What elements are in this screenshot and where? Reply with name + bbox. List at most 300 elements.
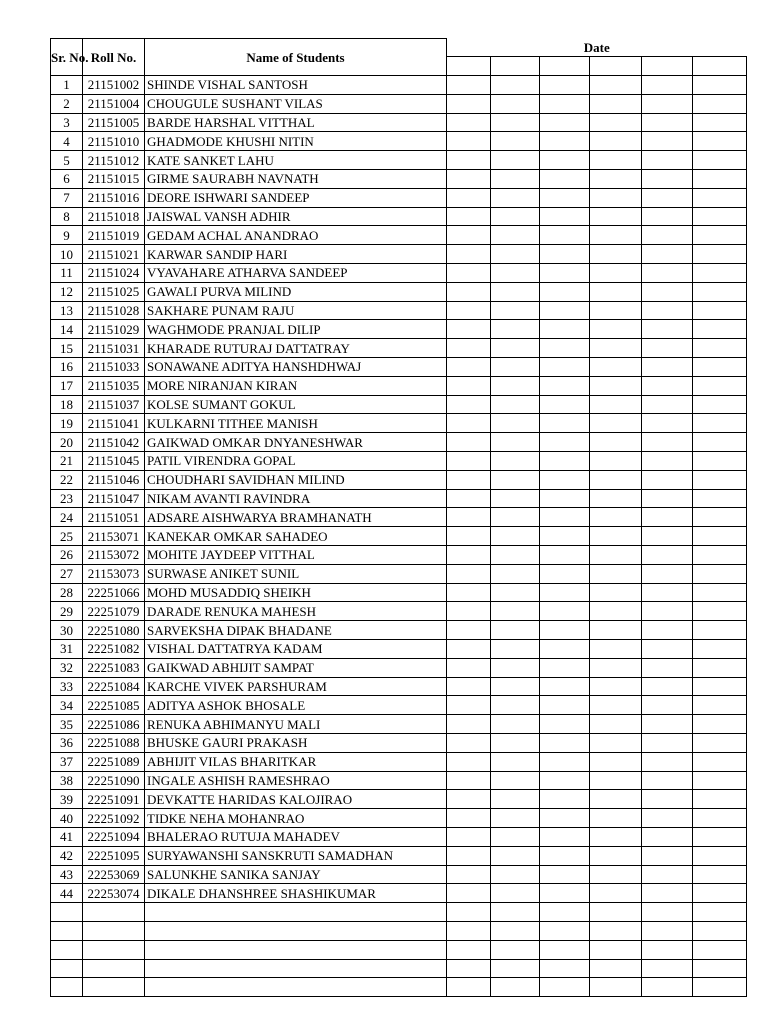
attendance-cell — [491, 846, 540, 865]
blank-cell — [83, 959, 145, 978]
attendance-cell — [642, 884, 693, 903]
table-row — [51, 301, 747, 320]
attendance-cell — [447, 846, 491, 865]
attendance-cell — [590, 264, 642, 283]
student-name-cell: SURYAWANSHI SANSKRUTI SAMADHAN — [145, 846, 447, 865]
attendance-cell — [590, 395, 642, 414]
student-name-cell: NIKAM AVANTI RAVINDRA — [145, 489, 447, 508]
blank-cell — [51, 940, 83, 959]
attendance-cell — [540, 339, 590, 358]
attendance-cell — [491, 602, 540, 621]
attendance-cell — [491, 452, 540, 471]
attendance-cell — [540, 790, 590, 809]
sr-no-cell: 38 — [51, 771, 83, 790]
attendance-cell — [540, 564, 590, 583]
roll-no-cell: 21153071 — [83, 527, 145, 546]
table-row — [51, 752, 747, 771]
student-name-cell: SALUNKHE SANIKA SANJAY — [145, 865, 447, 884]
blank-cell — [491, 921, 540, 940]
table-row — [51, 583, 747, 602]
attendance-cell — [447, 733, 491, 752]
attendance-cell — [491, 621, 540, 640]
table-row — [51, 564, 747, 583]
table-row — [51, 527, 747, 546]
table-row — [51, 170, 747, 189]
table-row — [51, 733, 747, 752]
sr-no-cell: 24 — [51, 508, 83, 527]
roll-no-cell: 22251088 — [83, 733, 145, 752]
blank-cell — [590, 940, 642, 959]
attendance-cell — [590, 433, 642, 452]
attendance-cell — [491, 433, 540, 452]
attendance-cell — [590, 489, 642, 508]
attendance-cell — [491, 658, 540, 677]
blank-cell — [83, 921, 145, 940]
student-name-cell: GAWALI PURVA MILIND — [145, 282, 447, 301]
attendance-cell — [693, 264, 747, 283]
attendance-cell — [447, 827, 491, 846]
attendance-cell — [491, 640, 540, 659]
attendance-cell — [693, 564, 747, 583]
blank-row — [51, 903, 747, 922]
table-row — [51, 846, 747, 865]
roll-no-cell: 21151010 — [83, 132, 145, 151]
student-name-cell: CHOUGULE SUSHANT VILAS — [145, 94, 447, 113]
sr-no-cell: 33 — [51, 677, 83, 696]
table-row — [51, 508, 747, 527]
attendance-table — [50, 38, 747, 997]
attendance-cell — [447, 226, 491, 245]
attendance-cell — [693, 132, 747, 151]
attendance-cell — [590, 790, 642, 809]
attendance-cell — [447, 151, 491, 170]
attendance-cell — [693, 489, 747, 508]
attendance-cell — [491, 245, 540, 264]
sr-no-cell: 29 — [51, 602, 83, 621]
student-name-cell: MOHD MUSADDIQ SHEIKH — [145, 583, 447, 602]
roll-no-cell: 21151012 — [83, 151, 145, 170]
attendance-cell — [447, 282, 491, 301]
attendance-cell — [540, 827, 590, 846]
attendance-cell — [491, 376, 540, 395]
roll-no-cell: 21151015 — [83, 170, 145, 189]
sr-no-cell: 13 — [51, 301, 83, 320]
attendance-cell — [540, 245, 590, 264]
attendance-cell — [491, 76, 540, 95]
sr-no-cell: 43 — [51, 865, 83, 884]
blank-cell — [540, 903, 590, 922]
attendance-cell — [491, 264, 540, 283]
attendance-cell — [491, 395, 540, 414]
attendance-cell — [642, 358, 693, 377]
attendance-cell — [590, 376, 642, 395]
attendance-cell — [590, 339, 642, 358]
date-column-cell — [540, 57, 590, 76]
attendance-cell — [540, 151, 590, 170]
attendance-cell — [642, 188, 693, 207]
sr-no-cell: 39 — [51, 790, 83, 809]
attendance-cell — [642, 76, 693, 95]
attendance-cell — [540, 752, 590, 771]
blank-cell — [590, 921, 642, 940]
attendance-cell — [447, 527, 491, 546]
header-row — [51, 39, 747, 57]
attendance-cell — [590, 207, 642, 226]
attendance-cell — [491, 733, 540, 752]
attendance-cell — [447, 470, 491, 489]
attendance-cell — [642, 640, 693, 659]
roll-no-cell: 21151016 — [83, 188, 145, 207]
sr-no-cell: 21 — [51, 452, 83, 471]
attendance-cell — [590, 132, 642, 151]
attendance-cell — [540, 809, 590, 828]
attendance-cell — [540, 546, 590, 565]
attendance-cell — [590, 583, 642, 602]
student-name-cell: GAIKWAD ABHIJIT SAMPAT — [145, 658, 447, 677]
roll-no-cell: 22251094 — [83, 827, 145, 846]
attendance-cell — [642, 546, 693, 565]
student-name-cell: DARADE RENUKA MAHESH — [145, 602, 447, 621]
attendance-cell — [491, 809, 540, 828]
attendance-cell — [447, 602, 491, 621]
blank-cell — [642, 978, 693, 997]
attendance-cell — [642, 245, 693, 264]
attendance-cell — [447, 301, 491, 320]
sr-no-cell: 14 — [51, 320, 83, 339]
attendance-cell — [540, 677, 590, 696]
attendance-cell — [590, 696, 642, 715]
attendance-cell — [693, 94, 747, 113]
attendance-cell — [642, 433, 693, 452]
table-row — [51, 621, 747, 640]
attendance-cell — [491, 339, 540, 358]
attendance-cell — [642, 320, 693, 339]
blank-cell — [51, 903, 83, 922]
roll-no-cell: 22251089 — [83, 752, 145, 771]
attendance-cell — [447, 658, 491, 677]
attendance-cell — [642, 113, 693, 132]
attendance-cell — [540, 358, 590, 377]
blank-cell — [491, 978, 540, 997]
blank-cell — [145, 921, 447, 940]
blank-row — [51, 921, 747, 940]
table-row — [51, 658, 747, 677]
blank-cell — [642, 940, 693, 959]
attendance-cell — [693, 696, 747, 715]
blank-cell — [590, 903, 642, 922]
blank-cell — [447, 903, 491, 922]
sr-no-cell: 12 — [51, 282, 83, 301]
attendance-cell — [642, 376, 693, 395]
table-row — [51, 376, 747, 395]
attendance-cell — [693, 470, 747, 489]
table-row — [51, 94, 747, 113]
attendance-cell — [590, 170, 642, 189]
attendance-cell — [642, 527, 693, 546]
blank-row — [51, 959, 747, 978]
student-name-cell: ADSARE AISHWARYA BRAMHANATH — [145, 508, 447, 527]
attendance-cell — [491, 527, 540, 546]
roll-no-cell: 22253074 — [83, 884, 145, 903]
attendance-cell — [491, 358, 540, 377]
sr-no-cell: 35 — [51, 715, 83, 734]
sr-no-cell: 4 — [51, 132, 83, 151]
attendance-cell — [590, 602, 642, 621]
attendance-cell — [447, 508, 491, 527]
attendance-cell — [642, 715, 693, 734]
roll-no-cell: 21151025 — [83, 282, 145, 301]
attendance-cell — [642, 827, 693, 846]
attendance-cell — [590, 414, 642, 433]
table-row — [51, 339, 747, 358]
student-name-cell: DEVKATTE HARIDAS KALOJIRAO — [145, 790, 447, 809]
blank-cell — [642, 903, 693, 922]
attendance-cell — [590, 301, 642, 320]
attendance-cell — [693, 733, 747, 752]
table-row — [51, 715, 747, 734]
roll-no-cell: 21151019 — [83, 226, 145, 245]
sr-no-cell: 1 — [51, 76, 83, 95]
sr-no-cell: 2 — [51, 94, 83, 113]
sr-no-cell: 6 — [51, 170, 83, 189]
attendance-cell — [491, 546, 540, 565]
attendance-cell — [693, 301, 747, 320]
attendance-cell — [693, 452, 747, 471]
roll-no-cell: 21151042 — [83, 433, 145, 452]
attendance-cell — [642, 94, 693, 113]
student-name-cell: SHINDE VISHAL SANTOSH — [145, 76, 447, 95]
attendance-cell — [693, 602, 747, 621]
attendance-cell — [693, 884, 747, 903]
sr-no-cell: 36 — [51, 733, 83, 752]
student-name-cell: VYAVAHARE ATHARVA SANDEEP — [145, 264, 447, 283]
sr-no-cell: 25 — [51, 527, 83, 546]
blank-cell — [145, 903, 447, 922]
blank-cell — [51, 921, 83, 940]
attendance-cell — [642, 809, 693, 828]
attendance-cell — [693, 320, 747, 339]
attendance-cell — [590, 640, 642, 659]
date-column-cell — [693, 57, 747, 76]
attendance-cell — [642, 846, 693, 865]
blank-cell — [590, 978, 642, 997]
attendance-cell — [642, 339, 693, 358]
roll-no-cell: 21151051 — [83, 508, 145, 527]
blank-cell — [447, 959, 491, 978]
table-row — [51, 865, 747, 884]
table-row — [51, 452, 747, 471]
blank-cell — [145, 959, 447, 978]
attendance-cell — [540, 527, 590, 546]
attendance-cell — [590, 470, 642, 489]
attendance-cell — [491, 151, 540, 170]
attendance-cell — [693, 226, 747, 245]
attendance-cell — [642, 621, 693, 640]
attendance-cell — [590, 658, 642, 677]
roll-no-cell: 22251080 — [83, 621, 145, 640]
attendance-cell — [590, 827, 642, 846]
attendance-cell — [590, 809, 642, 828]
attendance-cell — [693, 282, 747, 301]
sr-no-cell: 5 — [51, 151, 83, 170]
roll-no-cell: 22251079 — [83, 602, 145, 621]
attendance-cell — [693, 395, 747, 414]
date-column-cell — [447, 57, 491, 76]
attendance-cell — [447, 865, 491, 884]
header-date: Date — [447, 39, 747, 57]
attendance-cell — [447, 264, 491, 283]
blank-cell — [83, 903, 145, 922]
attendance-cell — [642, 151, 693, 170]
attendance-cell — [642, 414, 693, 433]
attendance-cell — [693, 546, 747, 565]
attendance-cell — [642, 226, 693, 245]
attendance-cell — [642, 282, 693, 301]
header-sr-no: Sr. No. — [51, 39, 83, 76]
attendance-cell — [447, 76, 491, 95]
attendance-cell — [693, 207, 747, 226]
attendance-cell — [491, 715, 540, 734]
attendance-cell — [590, 564, 642, 583]
attendance-cell — [642, 489, 693, 508]
attendance-cell — [491, 207, 540, 226]
attendance-cell — [540, 301, 590, 320]
blank-cell — [51, 978, 83, 997]
attendance-cell — [642, 677, 693, 696]
attendance-cell — [447, 339, 491, 358]
roll-no-cell: 22251083 — [83, 658, 145, 677]
blank-row — [51, 940, 747, 959]
attendance-cell — [642, 207, 693, 226]
roll-no-cell: 21151029 — [83, 320, 145, 339]
attendance-cell — [540, 282, 590, 301]
attendance-cell — [693, 583, 747, 602]
attendance-cell — [590, 508, 642, 527]
attendance-cell — [590, 733, 642, 752]
table-row — [51, 226, 747, 245]
header-name-of-students: Name of Students — [145, 39, 447, 76]
roll-no-cell: 22251082 — [83, 640, 145, 659]
attendance-cell — [590, 752, 642, 771]
blank-cell — [642, 959, 693, 978]
attendance-cell — [693, 865, 747, 884]
attendance-cell — [447, 677, 491, 696]
attendance-cell — [693, 151, 747, 170]
blank-cell — [540, 959, 590, 978]
attendance-cell — [590, 621, 642, 640]
attendance-cell — [540, 94, 590, 113]
roll-no-cell: 22253069 — [83, 865, 145, 884]
student-name-cell: BHALERAO RUTUJA MAHADEV — [145, 827, 447, 846]
roll-no-cell: 22251091 — [83, 790, 145, 809]
attendance-cell — [540, 470, 590, 489]
attendance-cell — [447, 489, 491, 508]
attendance-cell — [590, 771, 642, 790]
roll-no-cell: 21151037 — [83, 395, 145, 414]
attendance-cell — [590, 76, 642, 95]
attendance-cell — [447, 358, 491, 377]
sr-no-cell: 3 — [51, 113, 83, 132]
attendance-cell — [540, 264, 590, 283]
attendance-cell — [693, 376, 747, 395]
table-row — [51, 151, 747, 170]
attendance-cell — [540, 414, 590, 433]
blank-cell — [51, 959, 83, 978]
table-row — [51, 320, 747, 339]
table-row — [51, 264, 747, 283]
attendance-cell — [642, 583, 693, 602]
roll-no-cell: 22251090 — [83, 771, 145, 790]
attendance-cell — [642, 658, 693, 677]
attendance-cell — [540, 489, 590, 508]
roll-no-cell: 21153073 — [83, 564, 145, 583]
attendance-cell — [447, 132, 491, 151]
attendance-cell — [693, 188, 747, 207]
sr-no-cell: 42 — [51, 846, 83, 865]
sr-no-cell: 30 — [51, 621, 83, 640]
attendance-cell — [590, 245, 642, 264]
student-name-cell: KHARADE RUTURAJ DATTATRAY — [145, 339, 447, 358]
attendance-cell — [447, 546, 491, 565]
attendance-cell — [693, 658, 747, 677]
student-name-cell: KULKARNI TITHEE MANISH — [145, 414, 447, 433]
date-column-cell — [642, 57, 693, 76]
roll-no-cell: 21151021 — [83, 245, 145, 264]
blank-cell — [590, 959, 642, 978]
sr-no-cell: 44 — [51, 884, 83, 903]
sr-no-cell: 40 — [51, 809, 83, 828]
attendance-cell — [491, 113, 540, 132]
attendance-cell — [491, 696, 540, 715]
attendance-cell — [540, 621, 590, 640]
student-name-cell: KARCHE VIVEK PARSHURAM — [145, 677, 447, 696]
attendance-cell — [642, 508, 693, 527]
student-name-cell: MORE NIRANJAN KIRAN — [145, 376, 447, 395]
attendance-cell — [491, 884, 540, 903]
student-name-cell: DEORE ISHWARI SANDEEP — [145, 188, 447, 207]
attendance-cell — [447, 207, 491, 226]
attendance-cell — [642, 470, 693, 489]
student-name-cell: TIDKE NEHA MOHANRAO — [145, 809, 447, 828]
attendance-cell — [540, 884, 590, 903]
attendance-cell — [447, 433, 491, 452]
attendance-cell — [540, 226, 590, 245]
table-row — [51, 282, 747, 301]
attendance-cell — [693, 827, 747, 846]
student-name-cell: MOHITE JAYDEEP VITTHAL — [145, 546, 447, 565]
attendance-cell — [447, 245, 491, 264]
attendance-cell — [491, 790, 540, 809]
table-row — [51, 245, 747, 264]
table-row — [51, 188, 747, 207]
sr-no-cell: 22 — [51, 470, 83, 489]
attendance-cell — [642, 696, 693, 715]
blank-cell — [145, 978, 447, 997]
roll-no-cell: 21151018 — [83, 207, 145, 226]
attendance-cell — [590, 546, 642, 565]
roll-no-cell: 22251066 — [83, 583, 145, 602]
attendance-cell — [540, 508, 590, 527]
attendance-cell — [642, 865, 693, 884]
roll-no-cell: 21151041 — [83, 414, 145, 433]
attendance-cell — [540, 733, 590, 752]
blank-cell — [447, 940, 491, 959]
attendance-cell — [642, 752, 693, 771]
roll-no-cell: 21151046 — [83, 470, 145, 489]
student-name-cell: SONAWANE ADITYA HANSHDHWAJ — [145, 358, 447, 377]
attendance-cell — [540, 170, 590, 189]
student-name-cell: SURWASE ANIKET SUNIL — [145, 564, 447, 583]
